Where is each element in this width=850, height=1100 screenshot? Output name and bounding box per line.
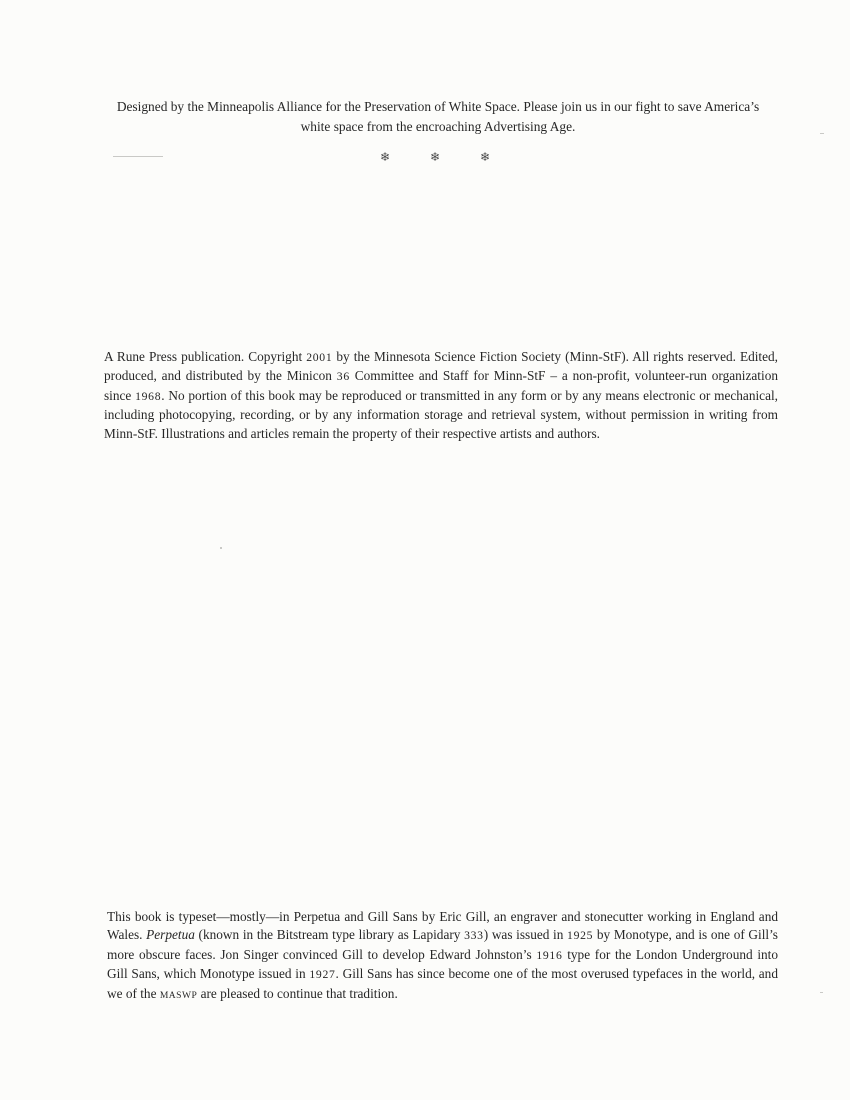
minicon-number: 36 (336, 370, 350, 384)
snowflake-icon: ❄ (479, 150, 491, 164)
paper-speck (820, 133, 824, 134)
colophon-paragraph (107, 908, 778, 1005)
colophon-text: (known in the Bitstream type library as Lapidary (194, 927, 465, 943)
colophon-text: ) was issued in (483, 927, 568, 943)
colophon-text: This book is typeset—mostly—in Perpetua and Gill Sans by Eric Gill, an engraver and stonecutter working in England and Wales. (107, 909, 778, 943)
colophon-text: by Monotype, and is one of Gill’s more obscure faces. Jon Singer convinced Gill to develop Edward Johnston’s (107, 927, 778, 962)
paper-speck (220, 547, 222, 549)
intro-paragraph (108, 97, 768, 136)
johnston-year: 1916 (536, 948, 563, 962)
paper-speck (113, 156, 163, 157)
maswp-abbreviation: MASWP (159, 989, 198, 1001)
ornament-divider (375, 150, 495, 165)
copyright-text: by the Minnesota Science Fiction Society (Minn-StF). All rights reserved. Edited, produced, and distributed by the Minicon (104, 349, 778, 384)
colophon-text: . Gill Sans has since become one of the most overused typefaces in the world, and we of the (107, 966, 778, 1001)
colophon-text: are pleased to continue that tradition. (197, 985, 398, 1001)
copyright-paragraph (104, 348, 778, 443)
copyright-text: . No portion of this book may be reproduced or transmitted in any form or by any means electronic or mechanical, including photocopying, recording, or by any information storage and retrieval system, without permission in writing from Minn-StF. Illustrations and articles remain the property of their respective artists and authors. (104, 387, 778, 441)
perpetua-title: Perpetua (146, 927, 195, 943)
colophon-text: type for the London Underground into Gill Sans, which Monotype issued in (107, 946, 779, 982)
copyright-year: 2001 (306, 351, 333, 364)
copyright-text: Committee and Staff for Minn-StF – a non-profit, volunteer-run organization since (104, 368, 778, 403)
perpetua-year: 1925 (567, 929, 594, 943)
since-year: 1968 (135, 389, 162, 403)
snowflake-icon: ❄ (379, 150, 391, 164)
copyright-text: A Rune Press publication. Copyright (104, 349, 307, 364)
snowflake-icon: ❄ (429, 150, 441, 164)
paper-speck (820, 992, 823, 993)
gill-sans-year: 1927 (309, 968, 336, 982)
lapidary-number: 333 (464, 929, 484, 943)
intro-text: Designed by the Minneapolis Alliance for the Preservation of White Space. Please join us in our fight to save America’s white space from the encroaching Advertising Age. (116, 99, 760, 134)
